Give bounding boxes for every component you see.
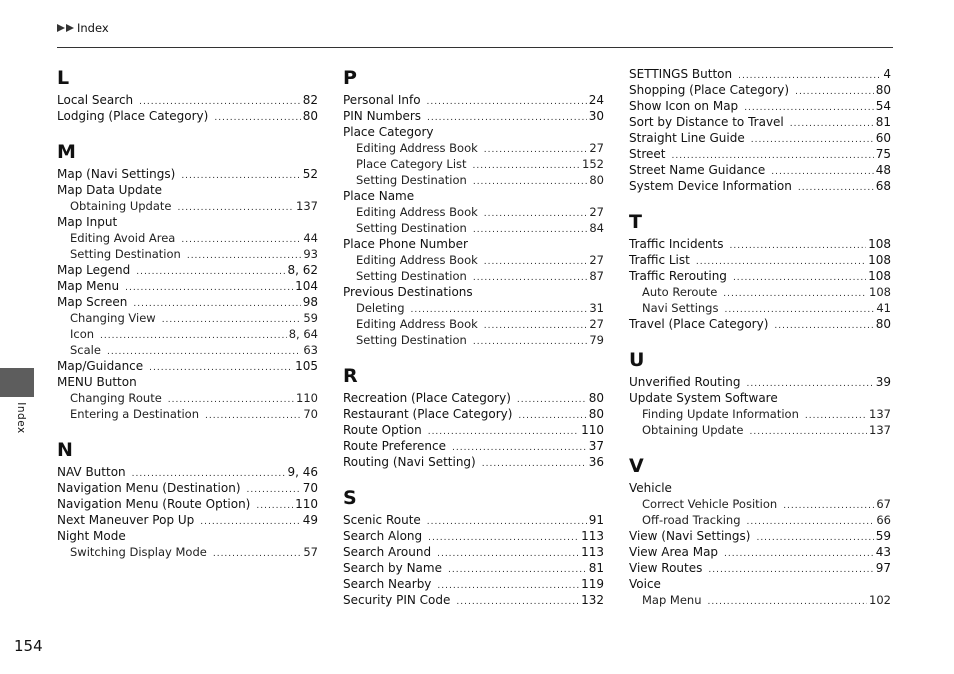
index-subentry[interactable] <box>57 198 318 214</box>
entry-page-ref[interactable]: 137 <box>296 199 318 213</box>
entry-page-ref[interactable]: 8, 62 <box>287 263 318 277</box>
index-subentry[interactable] <box>57 230 318 246</box>
entry-page-ref[interactable]: 91 <box>588 513 604 527</box>
entry-page-ref[interactable]: 82 <box>302 93 318 107</box>
entry-page-ref[interactable]: 41 <box>876 301 891 315</box>
entry-term: Shopping (Place Category) <box>629 83 790 97</box>
entry-page-ref[interactable]: 68 <box>875 179 891 193</box>
entry-term: Update System Software <box>629 391 778 405</box>
entry-page-ref[interactable]: 4 <box>883 67 891 81</box>
entry-page-ref[interactable]: 31 <box>589 301 604 315</box>
entry-term: Editing Address Book <box>356 205 478 219</box>
entry-term: Travel (Place Category) <box>629 317 769 331</box>
entry-page-ref[interactable]: 30 <box>588 109 604 123</box>
dot-leader <box>484 206 588 222</box>
entry-page-ref[interactable]: 110 <box>296 391 318 405</box>
index-entry[interactable] <box>343 544 604 560</box>
index-entry[interactable] <box>57 512 318 528</box>
index-entry[interactable] <box>629 544 891 560</box>
index-column-1 <box>57 66 318 560</box>
entry-page-ref[interactable]: 36 <box>588 455 604 469</box>
entry-page-ref[interactable]: 63 <box>303 343 318 357</box>
dot-leader <box>730 238 867 254</box>
index-entry[interactable] <box>343 406 604 422</box>
dot-leader <box>149 360 293 376</box>
entry-term: Straight Line Guide <box>629 131 745 145</box>
entry-page-ref[interactable]: 24 <box>588 93 604 107</box>
entry-term: System Device Information <box>629 179 792 193</box>
entry-term: Previous Destinations <box>343 285 473 299</box>
index-entry[interactable] <box>629 560 891 576</box>
dot-leader <box>756 530 873 546</box>
index-entry[interactable] <box>343 592 604 608</box>
index-entry <box>629 480 891 496</box>
breadcrumb <box>57 21 109 35</box>
entry-page-ref[interactable]: 80 <box>588 407 604 421</box>
index-entry[interactable] <box>343 108 604 124</box>
entry-page-ref[interactable]: 75 <box>875 147 891 161</box>
section-letter: S <box>343 487 357 509</box>
entry-page-ref[interactable]: 9, 46 <box>287 465 318 479</box>
entry-page-ref[interactable]: 27 <box>589 317 604 331</box>
entry-term: Obtaining Update <box>642 423 744 437</box>
index-entry[interactable] <box>343 422 604 438</box>
entry-page-ref[interactable]: 97 <box>875 561 891 575</box>
entry-term: Recreation (Place Category) <box>343 391 511 405</box>
dot-leader <box>723 286 867 302</box>
index-entry[interactable] <box>343 560 604 576</box>
dot-leader <box>795 84 874 100</box>
entry-page-ref[interactable]: 110 <box>581 423 604 437</box>
section-letter: N <box>57 439 73 461</box>
entry-term: Setting Destination <box>356 221 467 235</box>
entry-page-ref[interactable]: 113 <box>581 545 604 559</box>
index-subentry[interactable] <box>57 342 318 358</box>
index-subentry[interactable] <box>629 300 891 316</box>
dot-leader <box>783 498 874 514</box>
index-entry[interactable] <box>629 236 891 252</box>
entry-term: Search Around <box>343 545 432 559</box>
dot-leader <box>708 594 868 610</box>
dot-leader <box>751 132 874 148</box>
dot-leader <box>790 116 874 132</box>
index-subentry[interactable] <box>629 406 891 422</box>
index-subentry[interactable] <box>343 172 604 188</box>
index-entry[interactable] <box>57 480 318 496</box>
entry-term: Place Name <box>343 189 415 203</box>
entry-page-ref[interactable]: 102 <box>869 593 891 607</box>
entry-page-ref[interactable]: 67 <box>876 497 891 511</box>
index-column-3 <box>629 66 891 608</box>
entry-page-ref[interactable]: 59 <box>875 529 891 543</box>
entry-page-ref[interactable]: 119 <box>581 577 604 591</box>
entry-term: MENU Button <box>57 375 137 389</box>
entry-page-ref[interactable]: 80 <box>589 173 604 187</box>
entry-page-ref[interactable]: 27 <box>589 205 604 219</box>
entry-term: Street <box>629 147 666 161</box>
entry-page-ref[interactable]: 80 <box>875 83 891 97</box>
index-entry[interactable] <box>629 374 891 390</box>
entry-term: Sort by Distance to Travel <box>629 115 784 129</box>
dot-leader <box>187 248 302 264</box>
index-entry <box>343 124 604 140</box>
entry-term: Voice <box>629 577 661 591</box>
entry-page-ref[interactable]: 27 <box>589 141 604 155</box>
index-subentry[interactable] <box>57 390 318 406</box>
entry-term: Finding Update Information <box>642 407 799 421</box>
dot-leader <box>473 270 588 286</box>
entry-term: Switching Display Mode <box>70 545 207 559</box>
entry-term: Changing View <box>70 311 156 325</box>
entry-term: Traffic List <box>629 253 690 267</box>
index-subentry[interactable] <box>343 140 604 156</box>
index-subentry[interactable] <box>343 156 604 172</box>
index-entry[interactable] <box>57 278 318 294</box>
index-subentry[interactable] <box>629 496 891 512</box>
entry-term: Restaurant (Place Category) <box>343 407 513 421</box>
dot-leader <box>437 546 579 562</box>
entry-term: Scenic Route <box>343 513 421 527</box>
entry-term: Map (Navi Settings) <box>57 167 176 181</box>
entry-term: Setting Destination <box>70 247 181 261</box>
entry-term: Setting Destination <box>356 173 467 187</box>
entry-page-ref[interactable]: 132 <box>581 593 604 607</box>
index-entry[interactable] <box>343 528 604 544</box>
entry-page-ref[interactable]: 70 <box>302 481 318 495</box>
entry-page-ref[interactable]: 66 <box>876 513 891 527</box>
dot-leader <box>708 562 873 578</box>
dot-leader <box>448 562 587 578</box>
entry-term: Next Maneuver Pop Up <box>57 513 195 527</box>
index-entry[interactable] <box>629 268 891 284</box>
section-letter: P <box>343 67 357 89</box>
entry-page-ref[interactable]: 37 <box>588 439 604 453</box>
dot-leader <box>136 264 285 280</box>
index-entry[interactable] <box>57 166 318 182</box>
dot-leader <box>427 94 587 110</box>
index-entry <box>629 576 891 592</box>
entry-term: Navigation Menu (Route Option) <box>57 497 251 511</box>
index-subentry[interactable] <box>343 204 604 220</box>
entry-term: Editing Avoid Area <box>70 231 176 245</box>
entry-term: Local Search <box>57 93 134 107</box>
entry-term: Changing Route <box>70 391 162 405</box>
index-subentry[interactable] <box>629 284 891 300</box>
entry-term: Off-road Tracking <box>642 513 741 527</box>
index-entry[interactable] <box>57 358 318 374</box>
entry-page-ref[interactable]: 57 <box>303 545 318 559</box>
index-entry[interactable] <box>343 92 604 108</box>
dot-leader <box>473 174 588 190</box>
entry-page-ref[interactable]: 39 <box>875 375 891 389</box>
section-letter: R <box>343 365 358 387</box>
index-entry[interactable] <box>629 82 891 98</box>
index-entry <box>57 374 318 390</box>
entry-page-ref[interactable]: 108 <box>868 253 891 267</box>
entry-term: Scale <box>70 343 101 357</box>
index-entry[interactable] <box>57 92 318 108</box>
entry-term: Show Icon on Map <box>629 99 739 113</box>
dot-leader <box>247 482 301 498</box>
section-letter: V <box>629 455 644 477</box>
entry-term: Navigation Menu (Destination) <box>57 481 241 495</box>
entry-term: Map Screen <box>57 295 128 309</box>
dot-leader <box>518 408 586 424</box>
dot-leader <box>213 546 302 562</box>
dot-leader <box>724 546 874 562</box>
index-entry[interactable] <box>629 162 891 178</box>
entry-term: Place Category List <box>356 157 467 171</box>
index-entry[interactable] <box>629 252 891 268</box>
index-entry[interactable] <box>343 576 604 592</box>
entry-term: View (Navi Settings) <box>629 529 751 543</box>
index-subentry[interactable] <box>343 220 604 236</box>
section-letter: T <box>629 211 642 233</box>
entry-term: Editing Address Book <box>356 253 478 267</box>
entry-term: Search Nearby <box>343 577 432 591</box>
index-entry[interactable] <box>629 114 891 130</box>
entry-term: Auto Reroute <box>642 285 718 299</box>
entry-term: Map Data Update <box>57 183 163 197</box>
dot-leader <box>214 110 300 126</box>
dot-leader <box>733 270 866 286</box>
index-subentry[interactable] <box>57 544 318 560</box>
entry-page-ref[interactable]: 79 <box>589 333 604 347</box>
entry-page-ref[interactable]: 87 <box>589 269 604 283</box>
index-entry <box>57 528 318 544</box>
entry-term: Personal Info <box>343 93 421 107</box>
entry-page-ref[interactable]: 80 <box>875 317 891 331</box>
dot-leader <box>484 142 588 158</box>
entry-term: Unverified Routing <box>629 375 741 389</box>
index-subentry[interactable] <box>343 252 604 268</box>
entry-term: SETTINGS Button <box>629 67 733 81</box>
entry-term: Editing Address Book <box>356 317 478 331</box>
dot-leader <box>125 280 293 296</box>
dot-leader <box>473 222 588 238</box>
index-entry[interactable] <box>57 108 318 124</box>
dot-leader <box>428 424 579 440</box>
entry-term: View Routes <box>629 561 703 575</box>
double-arrow-icon <box>57 24 75 32</box>
entry-page-ref[interactable]: 137 <box>869 423 891 437</box>
index-side-tab <box>0 368 34 397</box>
dot-leader <box>181 168 300 184</box>
entry-term: Editing Address Book <box>356 141 478 155</box>
index-subentry[interactable] <box>629 592 891 608</box>
entry-page-ref[interactable]: 54 <box>875 99 891 113</box>
header-divider <box>57 47 893 48</box>
index-entry <box>57 182 318 198</box>
index-subentry[interactable] <box>343 300 604 316</box>
dot-leader <box>100 328 287 344</box>
entry-page-ref[interactable]: 137 <box>869 407 891 421</box>
dot-leader <box>133 296 300 312</box>
index-subentry[interactable] <box>343 316 604 332</box>
index-entry[interactable] <box>629 98 891 114</box>
entry-term: Place Phone Number <box>343 237 468 251</box>
entry-page-ref[interactable]: 59 <box>303 311 318 325</box>
entry-page-ref[interactable]: 104 <box>295 279 318 293</box>
index-entry <box>629 390 891 406</box>
entry-page-ref[interactable]: 80 <box>588 391 604 405</box>
entry-term: Map Menu <box>642 593 702 607</box>
index-column-2 <box>343 66 604 608</box>
entry-term: Setting Destination <box>356 333 467 347</box>
entry-term: Map Input <box>57 215 118 229</box>
entry-page-ref[interactable]: 44 <box>303 231 318 245</box>
entry-page-ref[interactable]: 81 <box>588 561 604 575</box>
entry-term: NAV Button <box>57 465 126 479</box>
entry-term: Obtaining Update <box>70 199 172 213</box>
entry-term: Traffic Rerouting <box>629 269 727 283</box>
entry-page-ref[interactable]: 84 <box>589 221 604 235</box>
index-subentry[interactable] <box>629 422 891 438</box>
dot-leader <box>256 498 293 514</box>
index-subentry[interactable] <box>57 246 318 262</box>
index-entry[interactable] <box>629 66 891 82</box>
entry-page-ref[interactable]: 60 <box>875 131 891 145</box>
dot-leader <box>427 110 587 126</box>
index-entry[interactable] <box>629 528 891 544</box>
dot-leader <box>484 254 588 270</box>
dot-leader <box>200 514 300 530</box>
entry-page-ref[interactable]: 81 <box>875 115 891 129</box>
page-number: 154 <box>14 637 43 655</box>
entry-term: Deleting <box>356 301 405 315</box>
entry-term: PIN Numbers <box>343 109 422 123</box>
entry-page-ref[interactable]: 52 <box>302 167 318 181</box>
dot-leader <box>747 514 875 530</box>
dot-leader <box>162 312 302 328</box>
index-subentry[interactable] <box>343 268 604 284</box>
entry-term: Search Along <box>343 529 423 543</box>
dot-leader <box>517 392 587 408</box>
entry-term: Night Mode <box>57 529 126 543</box>
dot-leader <box>177 200 294 216</box>
entry-page-ref[interactable]: 98 <box>302 295 318 309</box>
entry-term: Search by Name <box>343 561 442 575</box>
dot-leader <box>456 594 579 610</box>
index-entry[interactable] <box>343 438 604 454</box>
dot-leader <box>181 232 301 248</box>
index-entry[interactable] <box>57 496 318 512</box>
entry-term: Place Category <box>343 125 434 139</box>
entry-term: Setting Destination <box>356 269 467 283</box>
index-entry[interactable] <box>629 178 891 194</box>
entry-page-ref[interactable]: 80 <box>302 109 318 123</box>
section-letter: L <box>57 67 70 89</box>
index-subentry[interactable] <box>343 332 604 348</box>
dot-leader <box>427 514 587 530</box>
index-entry[interactable] <box>629 146 891 162</box>
dot-leader <box>428 530 579 546</box>
dot-leader <box>437 578 579 594</box>
index-entry[interactable] <box>343 512 604 528</box>
entry-page-ref[interactable]: 70 <box>303 407 318 421</box>
entry-term: Routing (Navi Setting) <box>343 455 476 469</box>
index-subentry[interactable] <box>629 512 891 528</box>
index-entry <box>343 236 604 252</box>
entry-term: Route Preference <box>343 439 446 453</box>
entry-term: Correct Vehicle Position <box>642 497 778 511</box>
entry-term: Vehicle <box>629 481 672 495</box>
entry-page-ref[interactable]: 43 <box>875 545 891 559</box>
entry-page-ref[interactable]: 152 <box>582 157 604 171</box>
index-entry[interactable] <box>343 454 604 470</box>
index-entry[interactable] <box>629 316 891 332</box>
entry-page-ref[interactable]: 48 <box>875 163 891 177</box>
dot-leader <box>205 408 301 424</box>
entry-page-ref[interactable]: 113 <box>581 529 604 543</box>
index-subentry[interactable] <box>57 326 318 342</box>
index-entry <box>57 214 318 230</box>
entry-page-ref[interactable]: 108 <box>868 237 891 251</box>
dot-leader <box>805 408 867 424</box>
index-entry[interactable] <box>343 390 604 406</box>
entry-term: Traffic Incidents <box>629 237 724 251</box>
entry-page-ref[interactable]: 108 <box>868 269 891 283</box>
index-subentry[interactable] <box>57 406 318 422</box>
section-letter: M <box>57 141 76 163</box>
index-entry[interactable] <box>629 130 891 146</box>
dot-leader <box>774 318 873 334</box>
entry-term: Street Name Guidance <box>629 163 766 177</box>
index-entry[interactable] <box>57 464 318 480</box>
entry-term: Map Menu <box>57 279 120 293</box>
index-entry[interactable] <box>57 262 318 278</box>
index-entry <box>343 284 604 300</box>
dot-leader <box>473 158 581 174</box>
entry-term: View Area Map <box>629 545 719 559</box>
entry-page-ref[interactable]: 8, 64 <box>288 327 318 341</box>
index-entry[interactable] <box>57 294 318 310</box>
dot-leader <box>473 334 588 350</box>
dot-leader <box>798 180 874 196</box>
dot-leader <box>749 424 867 440</box>
entry-term: Entering a Destination <box>70 407 199 421</box>
entry-term: Map/Guidance <box>57 359 144 373</box>
dot-leader <box>484 318 588 334</box>
breadcrumb-label: Index <box>77 21 109 35</box>
side-tab-label: Index <box>15 402 27 434</box>
entry-term: Map Legend <box>57 263 131 277</box>
section-letter: U <box>629 349 645 371</box>
entry-page-ref[interactable]: 49 <box>302 513 318 527</box>
entry-page-ref[interactable]: 110 <box>295 497 318 511</box>
entry-page-ref[interactable]: 93 <box>303 247 318 261</box>
entry-term: Route Option <box>343 423 422 437</box>
entry-term: Security PIN Code <box>343 593 451 607</box>
entry-page-ref[interactable]: 105 <box>295 359 318 373</box>
entry-term: Icon <box>70 327 95 341</box>
entry-page-ref[interactable]: 108 <box>869 285 891 299</box>
entry-term: Lodging (Place Category) <box>57 109 209 123</box>
entry-term: Navi Settings <box>642 301 719 315</box>
dot-leader <box>482 456 587 472</box>
index-subentry[interactable] <box>57 310 318 326</box>
entry-page-ref[interactable]: 27 <box>589 253 604 267</box>
index-entry <box>343 188 604 204</box>
